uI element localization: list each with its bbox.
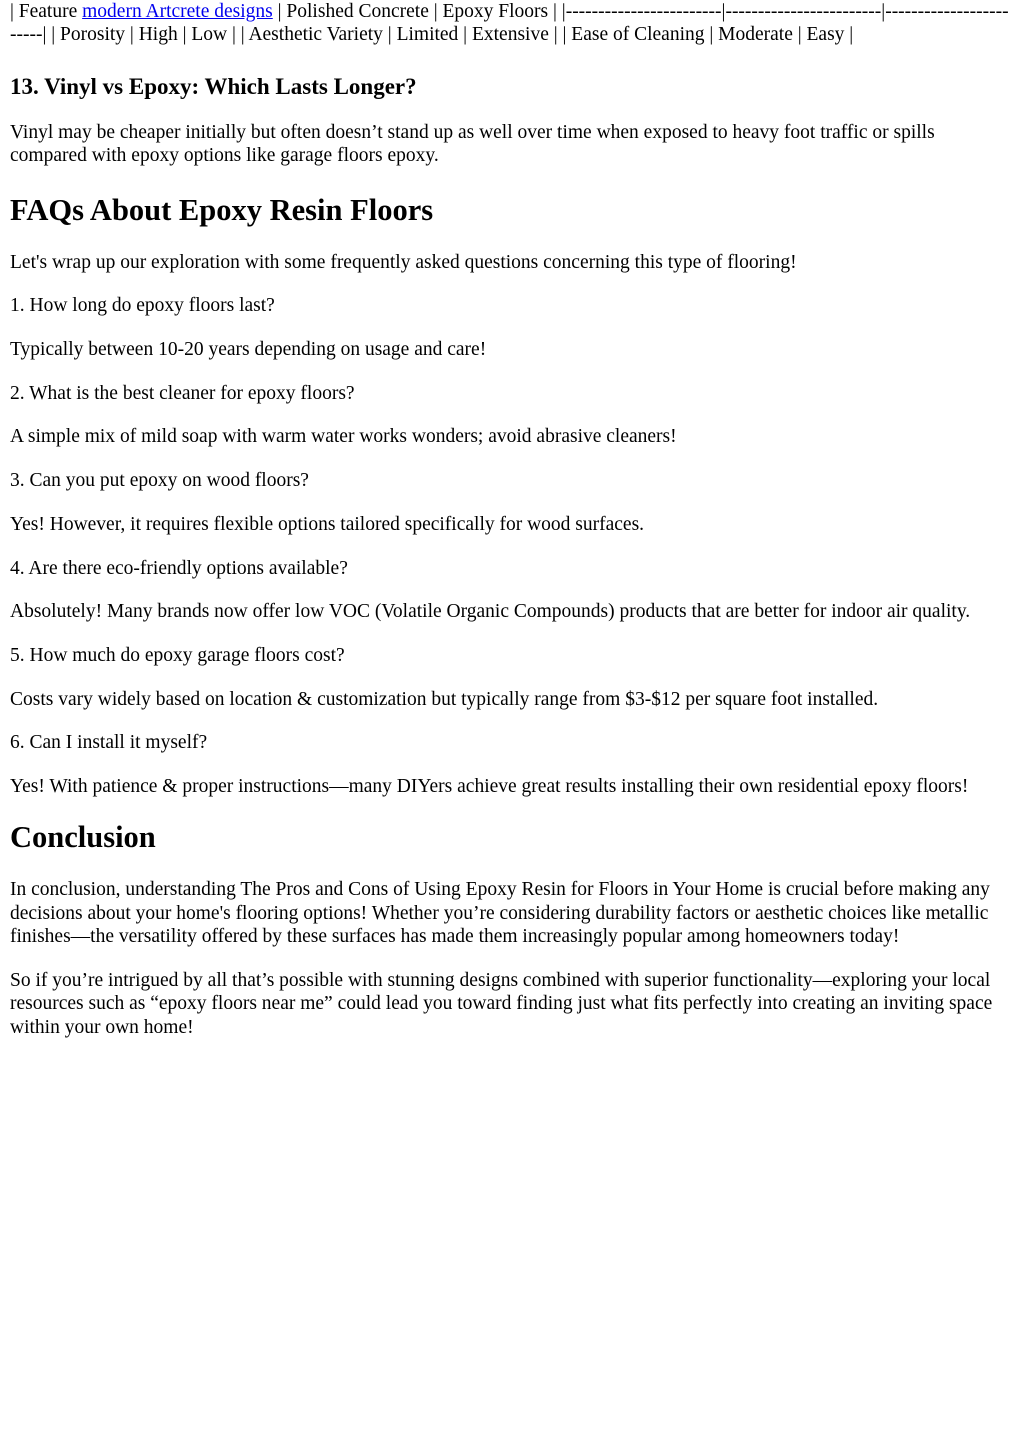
table-text-before-link: | Feature (10, 1, 83, 22)
comparison-table-text (10, 0, 1014, 47)
faq-heading: FAQs About Epoxy Resin Floors (10, 192, 434, 227)
faq-question-5: 5. How much do epoxy garage floors cost? (10, 644, 345, 666)
faq-answer-2: A simple mix of mild soap with warm water works wonders; avoid abrasive cleaners! (10, 426, 677, 448)
conclusion-heading: Conclusion (10, 820, 156, 855)
faq-answer-6: Yes! With patience & proper instructions—many DIYers achieve great results installing their own residential epoxy floors! (10, 776, 969, 798)
faq-question-2: 2. What is the best cleaner for epoxy floors? (10, 382, 355, 404)
vinyl-vs-epoxy-heading: 13. Vinyl vs Epoxy: Which Lasts Longer? (10, 73, 417, 99)
faq-question-4: 4. Are there eco-friendly options available? (10, 557, 348, 579)
faq-intro-paragraph: Let's wrap up our exploration with some frequently asked questions concerning this type of flooring! (10, 251, 797, 273)
conclusion-paragraph-1: In conclusion, understanding The Pros and Cons of Using Epoxy Resin for Floors in Your Home is crucial before making any decisions about your home's flooring options! Whether you’re considering durability factors or aesthetic choices like metallic finishes—the versatility offered by these surfaces has made them increasingly popular among homeowners today! (10, 879, 990, 948)
faq-answer-4: Absolutely! Many brands now offer low VOC (Volatile Organic Compounds) products that are better for indoor air quality. (10, 601, 971, 623)
modern-artcrete-designs-link[interactable]: modern Artcrete designs (82, 1, 273, 22)
vinyl-vs-epoxy-paragraph: Vinyl may be cheaper initially but often doesn’t stand up as well over time when exposed to heavy foot traffic or spills compared with epoxy options like garage floors epoxy. (10, 121, 935, 167)
faq-answer-5: Costs vary widely based on location & customization but typically range from $3-$12 per square foot installed. (10, 688, 879, 710)
faq-answer-3: Yes! However, it requires flexible options tailored specifically for wood surfaces. (10, 513, 645, 535)
faq-question-1: 1. How long do epoxy floors last? (10, 295, 275, 317)
conclusion-paragraph-2: So if you’re intrigued by all that’s possible with stunning designs combined with superior functionality—exploring your local resources such as “epoxy floors near me” could lead you toward finding just what fits perfectly into creating an inviting space within your own home! (10, 969, 993, 1038)
faq-question-6: 6. Can I install it myself? (10, 732, 208, 754)
faq-answer-1: Typically between 10-20 years depending on usage and care! (10, 339, 487, 361)
faq-question-3: 3. Can you put epoxy on wood floors? (10, 470, 309, 492)
table-text-after-link: | Polished Concrete | Epoxy Floors | |------------------------|------------------------|------------------------| | Porosity | High | Low | | Aesthetic Variety | Limited | Extensive | | Ease of Cleaning | Moderate | Easy | (10, 1, 1009, 46)
